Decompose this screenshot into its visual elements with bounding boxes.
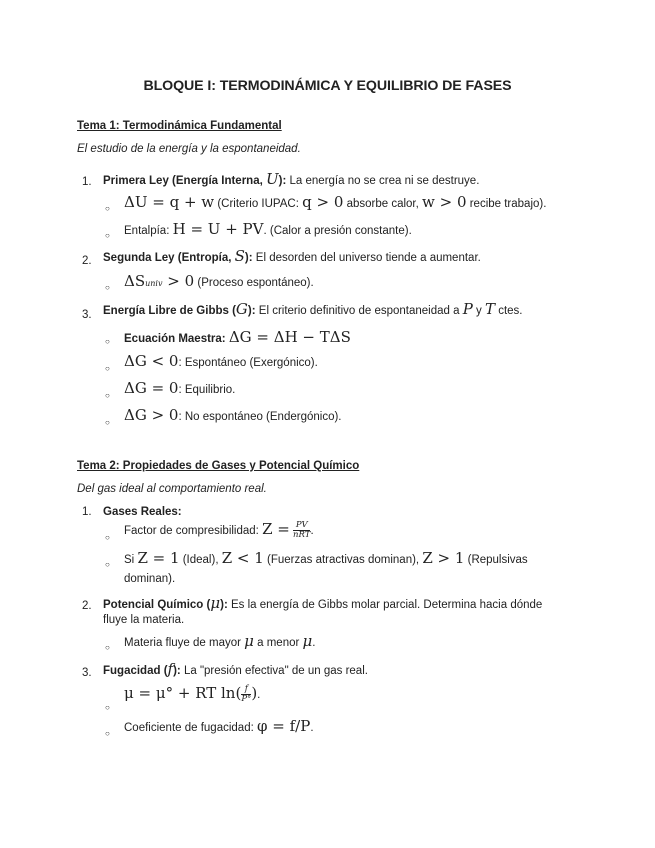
list-item: Energía Libre de Gibbs (G): El criterio definitivo de espontaneidad a P y T ctes.: [103, 300, 523, 318]
list-item: ΔG < 0: Espontáneo (Exergónico).: [124, 352, 318, 370]
list-item: ΔG > 0: No espontáneo (Endergónico).: [124, 406, 342, 424]
bullet-icon: ○: [105, 283, 110, 292]
list-number: 1.: [82, 176, 92, 188]
list-number: 1.: [82, 506, 92, 518]
list-item: Si Z = 1 (Ideal), Z < 1 (Fuerzas atractivas dominan), Z > 1 (Repulsivas: [124, 549, 528, 567]
tema1-heading: Tema 1: Termodinámica Fundamental: [77, 120, 282, 132]
list-item: Coeficiente de fugacidad: φ = f/P.: [124, 717, 314, 735]
list-item: ΔG = 0: Equilibrio.: [124, 379, 236, 397]
list-number: 2.: [82, 600, 92, 612]
list-item: Entalpía: H = U + PV. (Calor a presión constante).: [124, 220, 412, 238]
fraction: $\frac{PV}{\text{nRT}}$: [293, 520, 311, 541]
bullet-icon: ○: [105, 729, 110, 738]
list-item: Fugacidad (f): La "presión efectiva" de un gas real.: [103, 660, 368, 678]
list-item: ΔSuniv > 0 (Proceso espontáneo).: [124, 272, 314, 290]
bullet-icon: ○: [105, 533, 110, 542]
bullet-icon: ○: [105, 560, 110, 569]
list-item: Ecuación Maestra: ΔG = ΔH − TΔS: [124, 328, 351, 346]
bullet-icon: ○: [105, 337, 110, 346]
list-item: Gases Reales:: [103, 506, 182, 518]
list-item: Factor de compresibilidad: Z = $\frac{PV}{\text{nRT}}$ .: [124, 520, 314, 541]
fraction: $\frac{f}{P^\circ}$: [241, 684, 252, 705]
list-number: 2.: [82, 255, 92, 267]
list-number: 3.: [82, 309, 92, 321]
bullet-icon: ○: [105, 418, 110, 427]
list-item: Segunda Ley (Entropía, S): El desorden del universo tiende a aumentar.: [103, 247, 481, 265]
bullet-icon: ○: [105, 703, 110, 712]
tema2-heading: Tema 2: Propiedades de Gases y Potencial Químico: [77, 460, 360, 472]
list-item: μ = μ° + RT ln( $\frac{f}{P^\circ}$ ).: [124, 684, 261, 705]
tema1-subtitle: El estudio de la energía y la espontaneidad.: [77, 143, 301, 155]
bullet-icon: ○: [105, 204, 110, 213]
list-item-continuation: fluye la materia.: [103, 614, 185, 626]
bullet-icon: ○: [105, 643, 110, 652]
bullet-icon: ○: [105, 364, 110, 373]
bullet-icon: ○: [105, 391, 110, 400]
list-item-continuation: dominan).: [124, 573, 176, 585]
list-item: Primera Ley (Energía Interna, U): La energía no se crea ni se destruye.: [103, 170, 480, 188]
list-number: 3.: [82, 667, 92, 679]
list-item: Potencial Químico (μ): Es la energía de Gibbs molar parcial. Determina hacia dónde: [103, 594, 543, 612]
page-title: BLOQUE I: TERMODINÁMICA Y EQUILIBRIO DE FASES: [143, 78, 512, 94]
list-item: Materia fluye de mayor μ a menor μ.: [124, 632, 316, 650]
list-item: ΔU = q + w (Criterio IUPAC: q > 0 absorbe calor, w > 0 recibe trabajo).: [124, 193, 547, 211]
tema2-subtitle: Del gas ideal al comportamiento real.: [77, 483, 267, 495]
bullet-icon: ○: [105, 231, 110, 240]
